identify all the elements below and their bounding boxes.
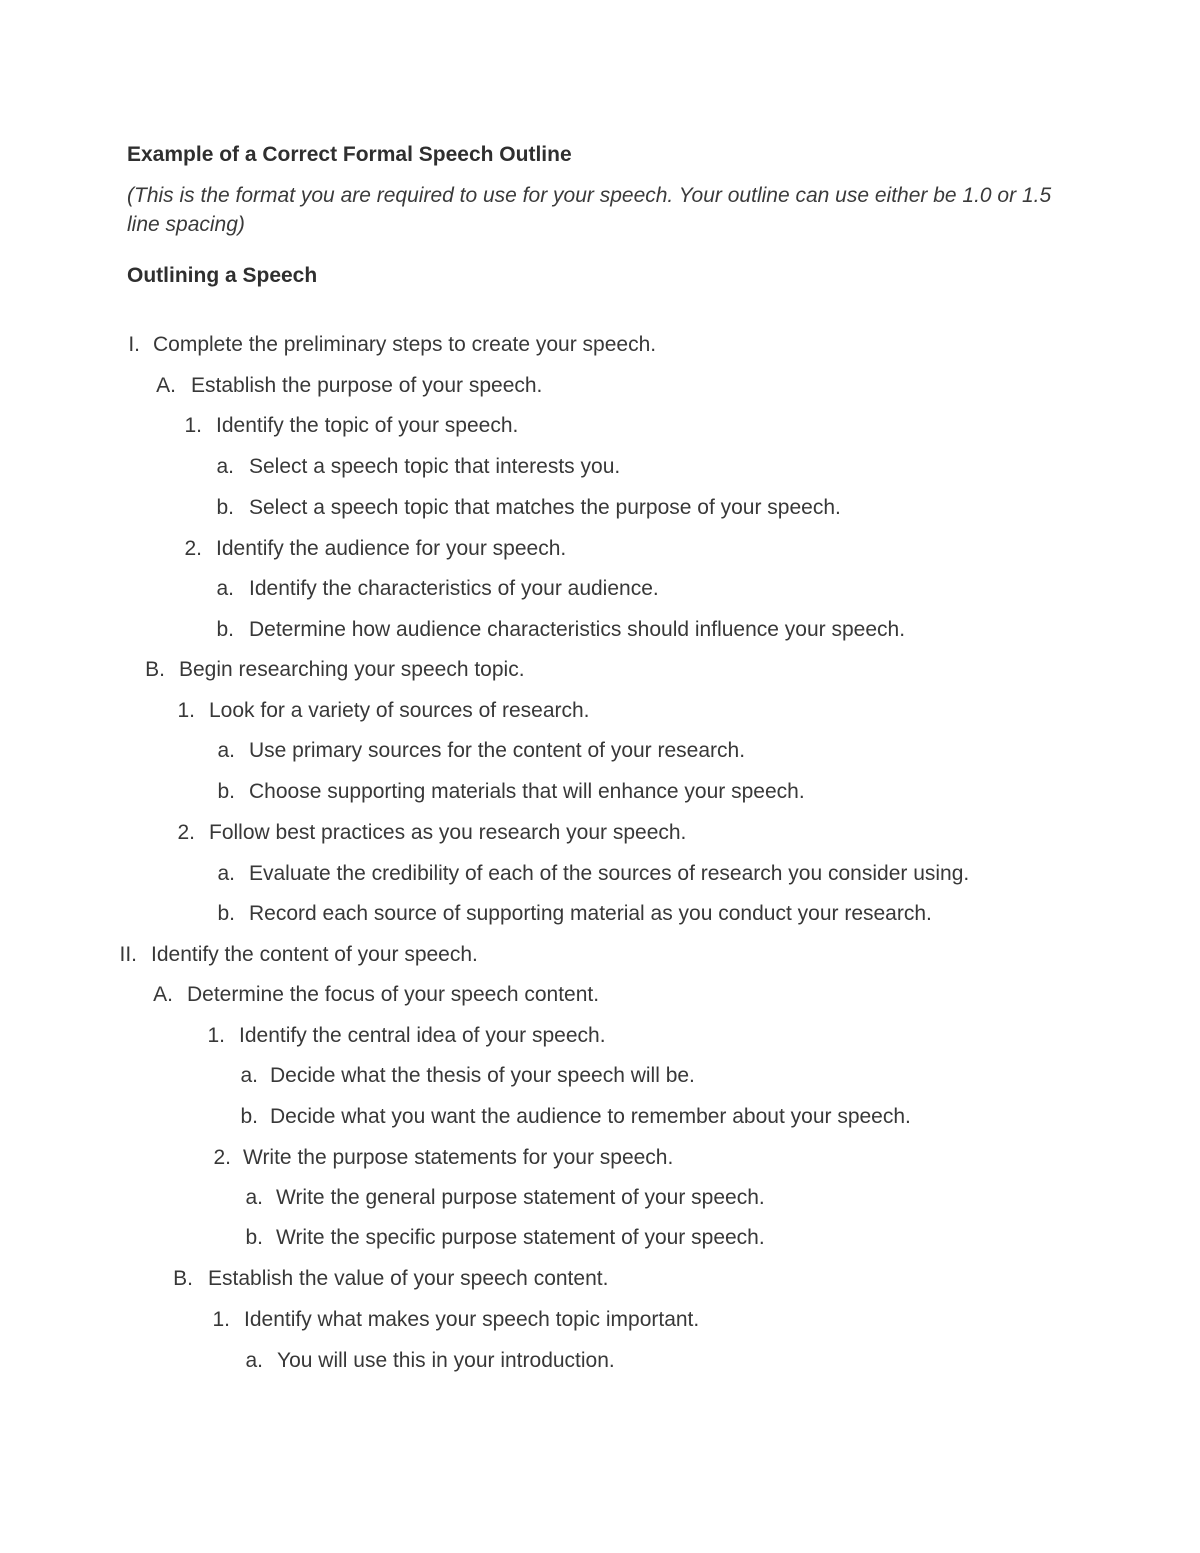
outline-text: Evaluate the credibility of each of the sources of research you consider using. [249, 862, 970, 885]
outline-text: Identify what makes your speech topic important. [244, 1308, 700, 1331]
outline-item [189, 575, 659, 603]
outline-item [189, 453, 620, 481]
outline-item [183, 1144, 673, 1172]
outline-item [119, 656, 525, 684]
outline-item [156, 412, 518, 440]
document-title: Example of a Correct Formal Speech Outline [127, 143, 572, 166]
outline-text: Begin researching your speech topic. [179, 658, 525, 681]
outline-text: Decide what the thesis of your speech will be. [270, 1064, 695, 1087]
outline-item [189, 616, 905, 644]
outline-marker: b. [216, 618, 234, 641]
outline-text: Identify the audience for your speech. [216, 537, 567, 560]
outline-marker: A. [156, 374, 176, 397]
outline-marker: 2. [184, 537, 202, 560]
outline-marker: 1. [207, 1024, 225, 1047]
outline-item [189, 737, 745, 765]
outline-item [189, 778, 805, 806]
outline-text: Complete the preliminary steps to create your speech. [153, 333, 657, 356]
outline-text: Write the purpose statements for your speech. [243, 1146, 674, 1169]
outline-marker: 2. [213, 1146, 231, 1169]
outline-item [184, 1306, 699, 1334]
outline-marker: a. [240, 1064, 258, 1087]
outline-item [189, 860, 969, 888]
outline-marker: II. [119, 943, 137, 966]
outline-marker: a. [245, 1349, 263, 1372]
outline-item [189, 900, 932, 928]
outline-marker: a. [217, 862, 235, 885]
outline-marker: b. [217, 902, 235, 925]
outline-marker: 1. [212, 1308, 230, 1331]
outline-item [179, 1022, 606, 1050]
outline-marker: A. [153, 983, 173, 1006]
outline-marker: B. [173, 1267, 193, 1290]
outline-item [131, 372, 542, 400]
outline-marker: a. [216, 577, 234, 600]
outline-text: Look for a variety of sources of research. [209, 699, 590, 722]
outline-text: Identify the central idea of your speech. [239, 1024, 606, 1047]
outline-item [127, 981, 599, 1009]
outline-marker: 2. [177, 821, 195, 844]
outline-text: Identify the characteristics of your audience. [249, 577, 659, 600]
outline-marker: a. [216, 455, 234, 478]
outline-text: Determine the focus of your speech content. [187, 983, 600, 1006]
section-title: Outlining a Speech [127, 264, 318, 287]
outline-marker: b. [216, 496, 234, 519]
outline-text: Decide what you want the audience to remember about your speech. [270, 1105, 911, 1128]
outline-item [216, 1184, 765, 1212]
outline-item [210, 1103, 911, 1131]
outline-text: Select a speech topic that matches the purpose of your speech. [249, 496, 841, 519]
outline-marker: 1. [177, 699, 195, 722]
outline-item [216, 1224, 765, 1252]
outline-text: Establish the purpose of your speech. [191, 374, 543, 397]
outline-text: Follow best practices as you research your speech. [209, 821, 687, 844]
outline-item [156, 535, 566, 563]
outline-marker: b. [217, 780, 235, 803]
outline-marker: I. [128, 333, 140, 356]
outline-item [91, 941, 478, 969]
outline-text: Choose supporting materials that will enhance your speech. [249, 780, 805, 803]
outline-marker: b. [240, 1105, 258, 1128]
outline-marker: b. [245, 1226, 263, 1249]
outline-text: Select a speech topic that interests you. [249, 455, 621, 478]
format-note: (This is the format you are required to use for your speech. Your outline can use either be 1.0 or 1.5 line spacing) [127, 184, 1052, 236]
outline-text: Write the specific purpose statement of your speech. [276, 1226, 765, 1249]
outline-text: Identify the content of your speech. [151, 943, 478, 966]
outline-item [210, 1062, 695, 1090]
outline-item [148, 1265, 608, 1293]
outline-text: Establish the value of your speech content. [208, 1267, 609, 1290]
outline-text: Write the general purpose statement of your speech. [276, 1186, 765, 1209]
outline-text: Record each source of supporting material as you conduct your research. [249, 902, 932, 925]
outline-marker: a. [245, 1186, 263, 1209]
outline-text: Use primary sources for the content of your research. [249, 739, 746, 762]
outline-item [217, 1347, 615, 1375]
outline-item [189, 494, 841, 522]
outline-text: You will use this in your introduction. [277, 1349, 615, 1372]
outline-text: Identify the topic of your speech. [216, 414, 519, 437]
outline-marker: B. [145, 658, 165, 681]
outline-item [149, 819, 686, 847]
outline-marker: a. [217, 739, 235, 762]
outline-item [93, 331, 656, 359]
outline-item [149, 697, 590, 725]
outline-marker: 1. [184, 414, 202, 437]
outline-text: Determine how audience characteristics should influence your speech. [249, 618, 906, 641]
